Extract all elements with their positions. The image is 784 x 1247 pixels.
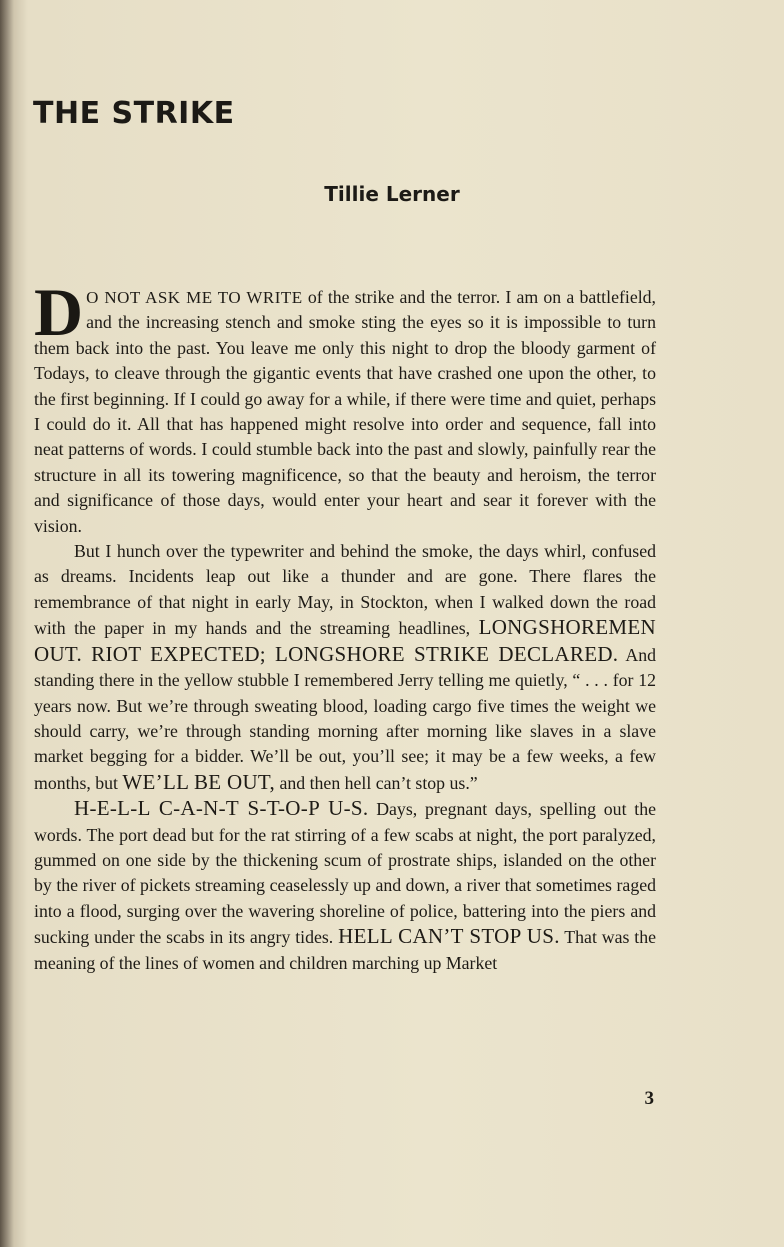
paragraph-2-text-a: But I hunch over the typewriter and behind the smoke, the days whirl, confused as dreams. Incidents leap out like a thunder and are gone. There flares the remembrance of that night in early May, in Stockton, when I walked down the road with the paper in my hands and the streaming headlines,	[34, 541, 656, 639]
page-number: 3	[644, 1088, 654, 1109]
paragraph-3-text-b: Days, pregnant days, spelling out the words. The port dead but for the rat stirring of a few scabs at night, the port paralyzed, gummed on one side by the thickening scum of prostrate ships, islanded on the other by the river of pickets streaming ceaselessly up and down, a river that sometimes raged into a flood, surging over the wavering shoreline of police, battering into the piers and sucking under the scabs in its angry tides.	[34, 799, 656, 948]
body-text	[34, 274, 656, 976]
paragraph-2-text-b: And standing there in the yellow stubble I remembered Jerry telling me quietly, “ . . . for 12 years now. But we’re through sweating blood, loading cargo five times the weight we should carry, we’re through standing morning after morning like slaves in a slave market begging for a bidder. We’ll be out, you’ll see; it may be a few weeks, a few months, but	[34, 644, 656, 793]
emphasis-text-2: HELL CAN’T STOP US.	[338, 924, 560, 949]
bleed-through-text	[430, 95, 690, 125]
headline-text: LONGSHOREMEN OUT. RIOT EXPECTED; LONGSHORE STRIKE DECLARED.	[34, 615, 656, 666]
author-name: Tillie Lerner	[324, 182, 460, 206]
paragraph-1	[34, 274, 656, 539]
paragraph-1-text: of the strike and the terror. I am on a battlefield, and the increasing stench and smoke sting the eyes so it is impossible to turn them back into the past. You leave me only this night to drop the bloody garment of Todays, to cleave through the gigantic events that have crashed one upon the other, to the first beginning. If I could go away for a while, if there were time and quiet, perhaps I could do it. All that has happened might resolve into order and sequence, fall into neat patterns of words. I could stumble back into the past and slowly, painfully rear the structure in all its towering magnificence, so that the beauty and heroism, the terror and significance of those days, would enter your heart and sear it forever with the vision.	[34, 287, 656, 536]
paragraph-2-text-c: and then hell can’t stop us.”	[275, 772, 478, 793]
drop-cap: D	[34, 274, 84, 350]
paragraph-3	[34, 796, 656, 976]
paragraph-3-text-c: That was the meaning of the lines of women and children marching up Market	[34, 927, 656, 973]
spelled-words: H-E-L-L C-A-N-T S-T-O-P U-S.	[74, 796, 369, 821]
paragraph-2	[34, 539, 656, 796]
chapter-title: THE STRIKE	[33, 96, 235, 131]
opening-words: O NOT ASK ME TO WRITE	[86, 288, 303, 307]
emphasis-text: WE’LL BE OUT,	[122, 769, 276, 794]
